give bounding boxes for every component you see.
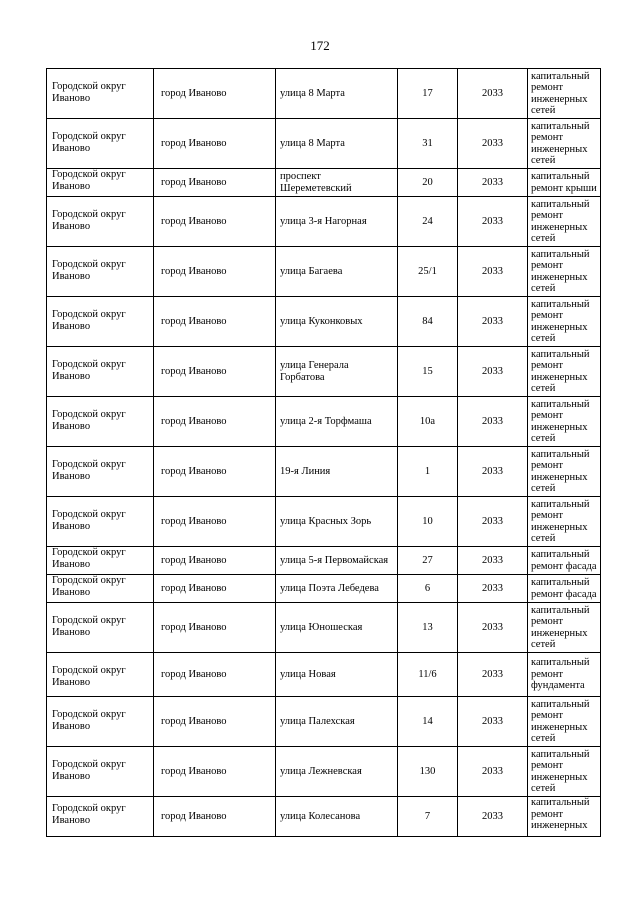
city-cell: город Иваново	[154, 169, 276, 197]
work-type-cell: капитальный ремонт фасада	[528, 575, 601, 603]
street-cell: улица Новая	[276, 653, 398, 697]
table-row	[47, 397, 601, 447]
table-row	[47, 197, 601, 247]
year-cell: 2033	[458, 347, 528, 397]
district-cell	[47, 169, 154, 197]
city-cell: город Иваново	[154, 747, 276, 797]
district-text: Городской округ Иваново	[52, 803, 126, 826]
table-row	[47, 575, 601, 603]
year-cell: 2033	[458, 747, 528, 797]
district-cell	[47, 297, 154, 347]
table-row	[47, 169, 601, 197]
city-cell: город Иваново	[154, 447, 276, 497]
street-cell: улица Колесанова	[276, 797, 398, 837]
street-cell: улица Палехская	[276, 697, 398, 747]
district-text: Городской округ Иваново	[52, 409, 126, 432]
work-type-cell: капитальный ремонт инженерных сетей	[528, 347, 601, 397]
work-type-cell: капитальный ремонт инженерных сетей	[528, 747, 601, 797]
district-cell	[47, 69, 154, 119]
year-cell: 2033	[458, 169, 528, 197]
year-cell: 2033	[458, 697, 528, 747]
house-cell: 6	[398, 575, 458, 603]
table-row	[47, 497, 601, 547]
year-cell: 2033	[458, 297, 528, 347]
street-cell: улица Генерала Горбатова	[276, 347, 398, 397]
year-cell: 2033	[458, 197, 528, 247]
district-cell	[47, 697, 154, 747]
city-cell: город Иваново	[154, 547, 276, 575]
year-cell: 2033	[458, 653, 528, 697]
district-cell	[47, 603, 154, 653]
house-cell: 11/6	[398, 653, 458, 697]
district-text: Городской округ Иваново	[52, 509, 126, 532]
district-text: Городской округ Иваново	[52, 759, 126, 782]
street-cell: улица 8 Марта	[276, 69, 398, 119]
district-cell	[47, 575, 154, 603]
work-type-cell: капитальный ремонт фасада	[528, 547, 601, 575]
house-cell: 84	[398, 297, 458, 347]
year-cell: 2033	[458, 119, 528, 169]
city-cell: город Иваново	[154, 653, 276, 697]
street-cell: улица Багаева	[276, 247, 398, 297]
district-cell	[47, 197, 154, 247]
street-cell: улица 5-я Первомайская	[276, 547, 398, 575]
district-cell	[47, 447, 154, 497]
district-text: Городской округ Иваново	[52, 209, 126, 232]
work-type-cell: капитальный ремонт инженерных сетей	[528, 197, 601, 247]
district-text: Городской округ Иваново	[52, 131, 126, 154]
work-type-cell: капитальный ремонт инженерных сетей	[528, 119, 601, 169]
district-text: Городской округ Иваново	[52, 359, 126, 382]
district-text: Городской округ Иваново	[52, 81, 126, 104]
work-type-cell: капитальный ремонт инженерных	[528, 797, 601, 837]
street-cell: улица 2-я Торфмаша	[276, 397, 398, 447]
city-cell: город Иваново	[154, 497, 276, 547]
year-cell: 2033	[458, 69, 528, 119]
street-cell: улица 8 Марта	[276, 119, 398, 169]
street-cell: улица Куконковых	[276, 297, 398, 347]
street-cell: проспект Шереметевский	[276, 169, 398, 197]
house-cell: 14	[398, 697, 458, 747]
house-cell: 10	[398, 497, 458, 547]
district-text: Городской округ Иваново	[52, 615, 126, 638]
table-row	[47, 747, 601, 797]
city-cell: город Иваново	[154, 347, 276, 397]
work-type-cell: капитальный ремонт инженерных сетей	[528, 247, 601, 297]
year-cell: 2033	[458, 603, 528, 653]
district-cell	[47, 247, 154, 297]
year-cell: 2033	[458, 575, 528, 603]
work-type-cell: капитальный ремонт крыши	[528, 169, 601, 197]
district-text: Городской округ Иваново	[52, 459, 126, 482]
house-cell: 31	[398, 119, 458, 169]
work-type-cell: капитальный ремонт инженерных сетей	[528, 697, 601, 747]
city-cell: город Иваново	[154, 297, 276, 347]
table-row	[47, 297, 601, 347]
table-row	[47, 653, 601, 697]
work-type-cell: капитальный ремонт инженерных сетей	[528, 397, 601, 447]
work-type-cell: капитальный ремонт инженерных сетей	[528, 297, 601, 347]
table-row	[47, 119, 601, 169]
year-cell: 2033	[458, 547, 528, 575]
table-row	[47, 447, 601, 497]
house-cell: 17	[398, 69, 458, 119]
district-cell	[47, 347, 154, 397]
district-text: Городской округ Иваново	[52, 169, 126, 192]
table-row	[47, 247, 601, 297]
work-type-cell: капитальный ремонт инженерных сетей	[528, 69, 601, 119]
district-cell	[47, 653, 154, 697]
year-cell: 2033	[458, 447, 528, 497]
work-type-cell: капитальный ремонт инженерных сетей	[528, 447, 601, 497]
year-cell: 2033	[458, 247, 528, 297]
house-cell: 27	[398, 547, 458, 575]
city-cell: город Иваново	[154, 197, 276, 247]
house-cell: 10а	[398, 397, 458, 447]
table-row	[47, 547, 601, 575]
district-text: Городской округ Иваново	[52, 309, 126, 332]
district-cell	[47, 119, 154, 169]
year-cell: 2033	[458, 497, 528, 547]
city-cell: город Иваново	[154, 575, 276, 603]
city-cell: город Иваново	[154, 603, 276, 653]
page-number: 172	[310, 38, 330, 53]
house-cell: 15	[398, 347, 458, 397]
district-cell	[47, 397, 154, 447]
district-text: Городской округ Иваново	[52, 665, 126, 688]
street-cell: улица Красных Зорь	[276, 497, 398, 547]
city-cell: город Иваново	[154, 797, 276, 837]
district-text: Городской округ Иваново	[52, 709, 126, 732]
house-cell: 1	[398, 447, 458, 497]
year-cell: 2033	[458, 797, 528, 837]
year-cell: 2033	[458, 397, 528, 447]
street-cell: улица Юношеская	[276, 603, 398, 653]
house-cell: 25/1	[398, 247, 458, 297]
house-cell: 7	[398, 797, 458, 837]
city-cell: город Иваново	[154, 697, 276, 747]
house-cell: 130	[398, 747, 458, 797]
city-cell: город Иваново	[154, 119, 276, 169]
table-row	[47, 797, 601, 837]
housing-repair-table	[46, 68, 601, 837]
district-cell	[47, 497, 154, 547]
street-cell: улица 3-я Нагорная	[276, 197, 398, 247]
city-cell: город Иваново	[154, 397, 276, 447]
street-cell: улица Лежневская	[276, 747, 398, 797]
work-type-cell: капитальный ремонт фундамента	[528, 653, 601, 697]
work-type-cell: капитальный ремонт инженерных сетей	[528, 603, 601, 653]
table-row	[47, 697, 601, 747]
table-row	[47, 347, 601, 397]
city-cell: город Иваново	[154, 69, 276, 119]
district-text: Городской округ Иваново	[52, 259, 126, 282]
work-type-cell: капитальный ремонт инженерных сетей	[528, 497, 601, 547]
district-cell	[47, 797, 154, 837]
table-row	[47, 603, 601, 653]
district-text: Городской округ Иваново	[52, 575, 126, 598]
table-row	[47, 69, 601, 119]
district-cell	[47, 547, 154, 575]
street-cell: 19-я Линия	[276, 447, 398, 497]
street-cell: улица Поэта Лебедева	[276, 575, 398, 603]
district-cell	[47, 747, 154, 797]
house-cell: 20	[398, 169, 458, 197]
city-cell: город Иваново	[154, 247, 276, 297]
house-cell: 24	[398, 197, 458, 247]
house-cell: 13	[398, 603, 458, 653]
district-text: Городской округ Иваново	[52, 547, 126, 570]
